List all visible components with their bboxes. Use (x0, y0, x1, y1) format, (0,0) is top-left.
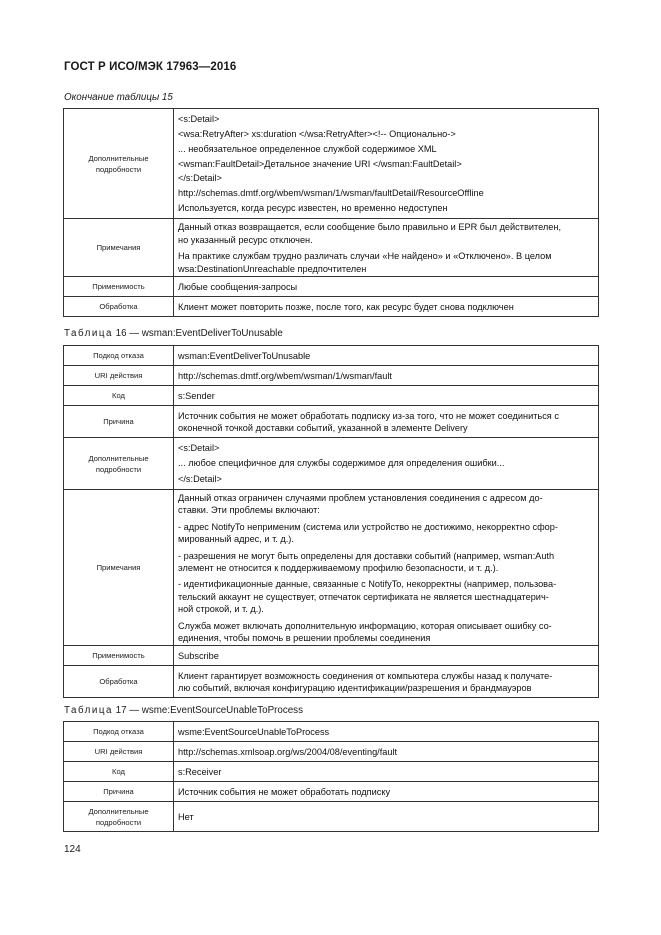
row-label: Применимость (64, 646, 174, 666)
table-row (64, 366, 599, 386)
row-value: Любые сообщения-запросы (174, 277, 599, 297)
table-17 (63, 721, 599, 832)
row-value: Данный отказ ограничен случаями проблем установления соединения с адресом до- ставки. Эти проблемы включают: - адрес NotifyTo неприменим (система или устройство не достижимо, некорректно сфор- мированный адрес, и т. д.). - разрешения не могут быть определены для доставки событий (например, wsman:Auth элемент не относится к поддерживаемому профилю безопасности, и т. д.). - идентификационные данные, связанные с NotifyTo, некорректны (например, пользова- тельский аккаунт не существует, отпечаток сертификата не является шестнадцатерич- ной строкой, и т. д.). Служба может включать дополнительную информацию, которая описывает ошибку со- единения, чтобы помочь в решении проблемы соединения (174, 490, 599, 646)
table-row (64, 722, 599, 742)
table-row (64, 406, 599, 438)
table-row (64, 802, 599, 832)
table-row (64, 666, 599, 698)
row-label: Дополнительные подробности (64, 438, 174, 490)
row-value: s:Sender (174, 386, 599, 406)
row-value: http://schemas.dmtf.org/wbem/wsman/1/wsman/fault (174, 366, 599, 386)
row-label: Обработка (64, 666, 174, 698)
page-number: 124 (64, 844, 81, 855)
row-value: Subscribe (174, 646, 599, 666)
row-value: Клиент гарантирует возможность соединения от компьютера службы назад к получате- лю событий, включая конфигурацию идентификации/разрешения и брандмауэров (174, 666, 599, 698)
table-17-caption: Таблица 17 — wsme:EventSourceUnableToProcess (64, 705, 303, 716)
table-row (64, 762, 599, 782)
row-label: Подкод отказа (64, 346, 174, 366)
table-row (64, 782, 599, 802)
row-label: Дополнительные подробности (64, 109, 174, 219)
row-label: Код (64, 386, 174, 406)
row-value: http://schemas.xmlsoap.org/ws/2004/08/eventing/fault (174, 742, 599, 762)
table-row (64, 646, 599, 666)
row-label: Причина (64, 406, 174, 438)
table-16-caption: Таблица 16 — wsman:EventDeliverToUnusable (64, 328, 283, 339)
table-row (64, 297, 599, 317)
row-label: Примечания (64, 219, 174, 277)
row-label: Примечания (64, 490, 174, 646)
row-value: s:Receiver (174, 762, 599, 782)
table-16 (63, 345, 599, 698)
table-row (64, 219, 599, 277)
row-label: Причина (64, 782, 174, 802)
row-label: Код (64, 762, 174, 782)
table-row (64, 386, 599, 406)
row-value: Источник события не может обработать подписку (174, 782, 599, 802)
table-row (64, 490, 599, 646)
table-row (64, 109, 599, 219)
row-value: <s:Detail> <wsa:RetryAfter> xs:duration </wsa:RetryAfter><!-- Опционально-> ... необязательное определенное службой содержимое XML <wsman:FaultDetail>Детальное значение URI </wsman:FaultDetail> </s:Detail> http://schemas.dmtf.org/wbem/wsman/1/wsman/faultDetail/ResourceOffline Используется, когда ресурс известен, но временно недоступен (174, 109, 599, 219)
row-label: Обработка (64, 297, 174, 317)
row-value: Источник события не может обработать подписку из-за того, что не может соединиться с оконечной точкой доставки событий, указанной в элементе Delivery (174, 406, 599, 438)
row-label: URI действия (64, 366, 174, 386)
row-label: Дополнительные подробности (64, 802, 174, 832)
table-row (64, 438, 599, 490)
row-label: Применимость (64, 277, 174, 297)
table-row (64, 346, 599, 366)
row-value: Данный отказ возвращается, если сообщение было правильно и EPR был действителен, но указанный ресурс отключен. На практике службам трудно различать случаи «Не найдено» и «Отключено». В целом wsa:DestinationUnreachable предпочтителен (174, 219, 599, 277)
row-label: URI действия (64, 742, 174, 762)
table-15-caption: Окончание таблицы 15 (64, 92, 173, 103)
row-value: wsman:EventDeliverToUnusable (174, 346, 599, 366)
row-value: Клиент может повторить позже, после того, как ресурс будет снова подключен (174, 297, 599, 317)
row-label: Подкод отказа (64, 722, 174, 742)
row-value: <s:Detail> ... любое специфичное для службы содержимое для определения ошибки... </s:Detail> (174, 438, 599, 490)
document-header: ГОСТ Р ИСО/МЭК 17963—2016 (64, 61, 237, 73)
table-row (64, 742, 599, 762)
table-row (64, 277, 599, 297)
row-value: wsme:EventSourceUnableToProcess (174, 722, 599, 742)
row-value: Нет (174, 802, 599, 832)
table-15 (63, 108, 599, 317)
